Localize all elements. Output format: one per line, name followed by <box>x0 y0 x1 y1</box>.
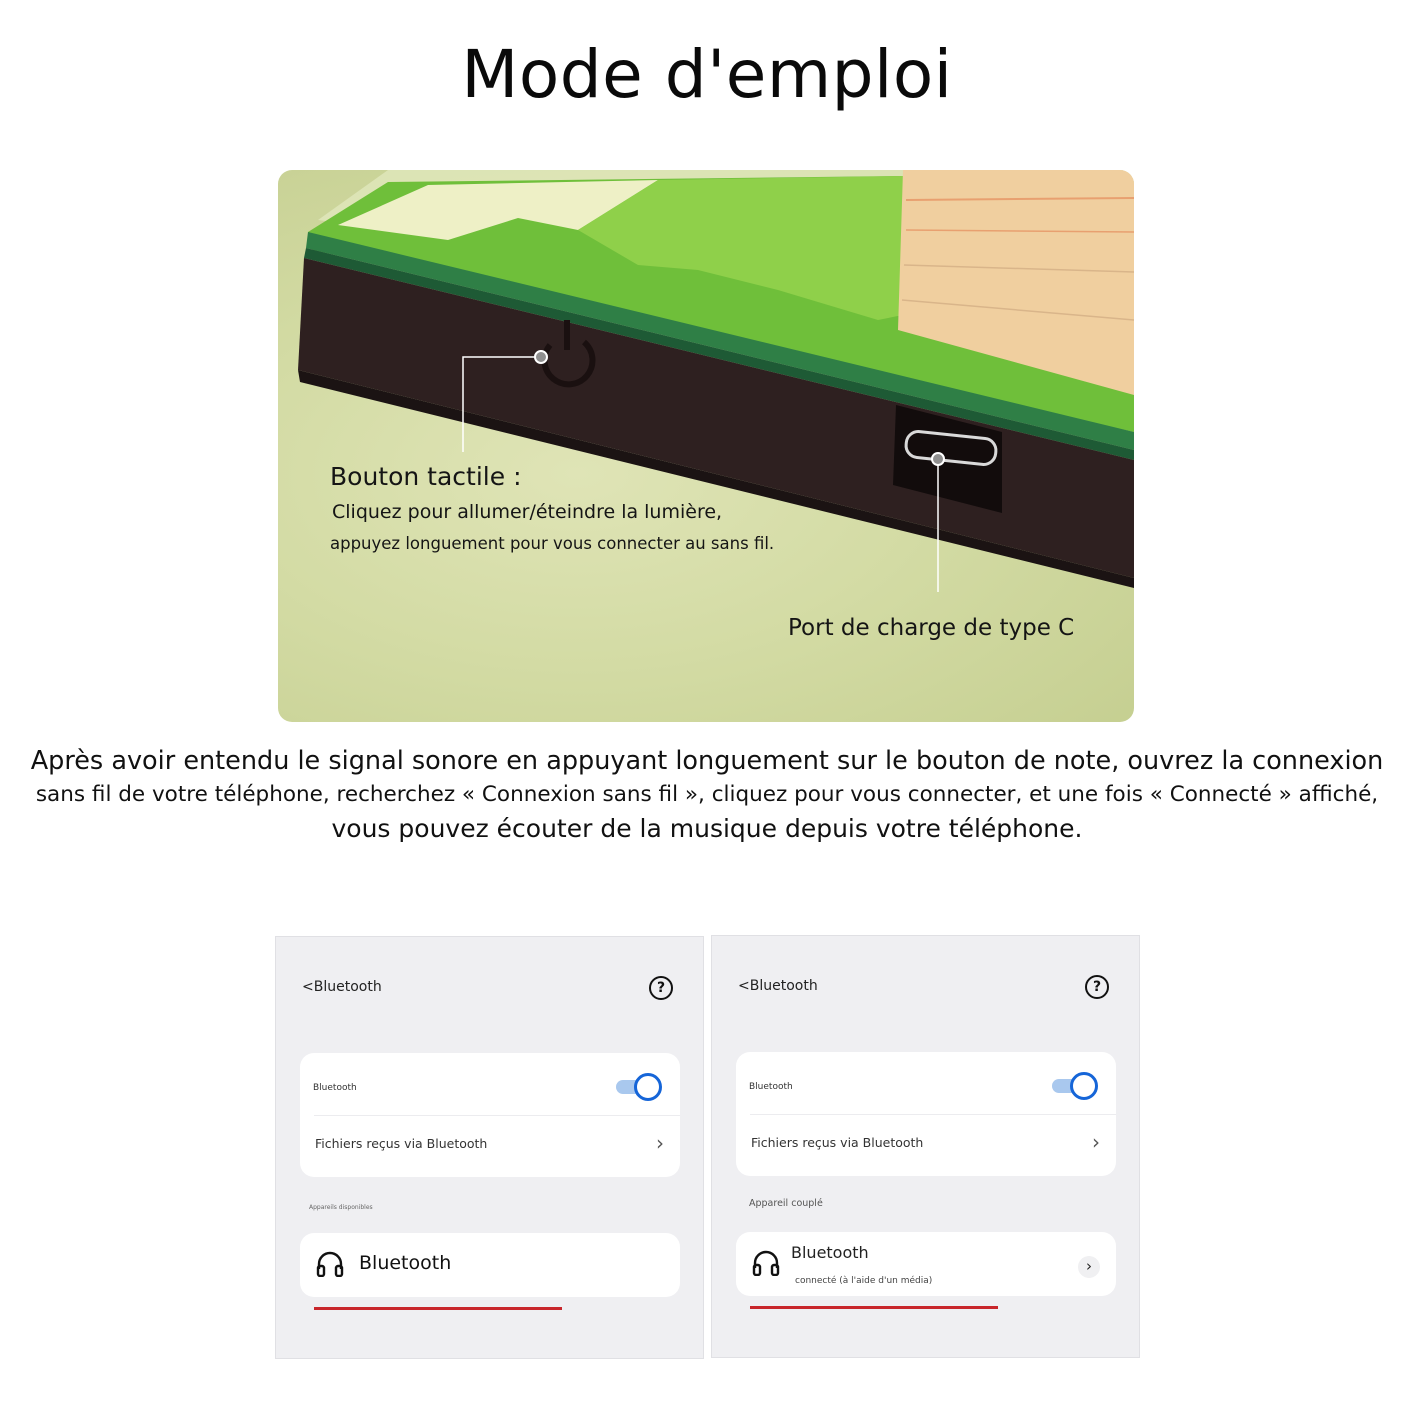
divider <box>750 1114 1116 1115</box>
bluetooth-screen-available <box>275 936 704 1359</box>
toggle-knob <box>634 1073 662 1101</box>
chevron-right-icon: › <box>656 1131 664 1155</box>
help-icon[interactable]: ? <box>649 976 673 1000</box>
bluetooth-toggle[interactable] <box>616 1073 664 1101</box>
bluetooth-toggle-label: Bluetooth <box>313 1083 357 1093</box>
bluetooth-settings-card <box>300 1053 680 1177</box>
bluetooth-screen-paired <box>711 935 1140 1358</box>
touch-button-title: Bouton tactile : <box>330 462 522 491</box>
highlight-underline <box>750 1306 998 1309</box>
bluetooth-toggle-label: Bluetooth <box>749 1082 793 1092</box>
touch-button-desc-2: appuyez longuement pour vous connecter au sans fil. <box>330 534 775 553</box>
chevron-right-icon: › <box>1092 1130 1100 1154</box>
instruction-line-3: vous pouvez écouter de la musique depuis votre téléphone. <box>331 814 1083 843</box>
received-files-item[interactable]: Fichiers reçus via Bluetooth <box>315 1136 488 1151</box>
touch-button-desc-1: Cliquez pour allumer/éteindre la lumière, <box>332 501 723 523</box>
device-item-bluetooth[interactable] <box>300 1233 680 1297</box>
headphones-icon <box>316 1251 344 1277</box>
bluetooth-toggle[interactable] <box>1052 1072 1100 1100</box>
bluetooth-settings-card <box>736 1052 1116 1176</box>
received-files-item[interactable]: Fichiers reçus via Bluetooth <box>751 1135 924 1150</box>
headphones-icon <box>752 1250 780 1276</box>
charging-port-label: Port de charge de type C <box>788 615 1075 641</box>
device-name: Bluetooth <box>791 1243 869 1262</box>
divider <box>314 1115 680 1116</box>
back-bluetooth-link[interactable]: <Bluetooth <box>302 979 382 995</box>
page-title: Mode d'emploi <box>461 36 953 113</box>
paired-device-label: Appareil couplé <box>749 1198 823 1209</box>
help-icon[interactable]: ? <box>1085 975 1109 999</box>
device-name: Bluetooth <box>359 1252 452 1274</box>
highlight-underline <box>314 1307 562 1310</box>
instruction-line-2: sans fil de votre téléphone, recherchez « Connexion sans fil », cliquez pour vous connecter, et une fois « Connecté » affiché, <box>35 782 1379 807</box>
toggle-knob <box>1070 1072 1098 1100</box>
instruction-line-1: Après avoir entendu le signal sonore en appuyant longuement sur le bouton de note, ouvrez la connexion <box>30 746 1384 776</box>
available-devices-label: Appareils disponibles <box>309 1204 373 1211</box>
chevron-right-icon[interactable]: › <box>1078 1256 1100 1278</box>
device-item-bluetooth[interactable] <box>736 1232 1116 1296</box>
device-status: connecté (à l'aide d'un média) <box>795 1276 933 1286</box>
back-bluetooth-link[interactable]: <Bluetooth <box>738 978 818 994</box>
product-photo <box>278 170 1134 722</box>
